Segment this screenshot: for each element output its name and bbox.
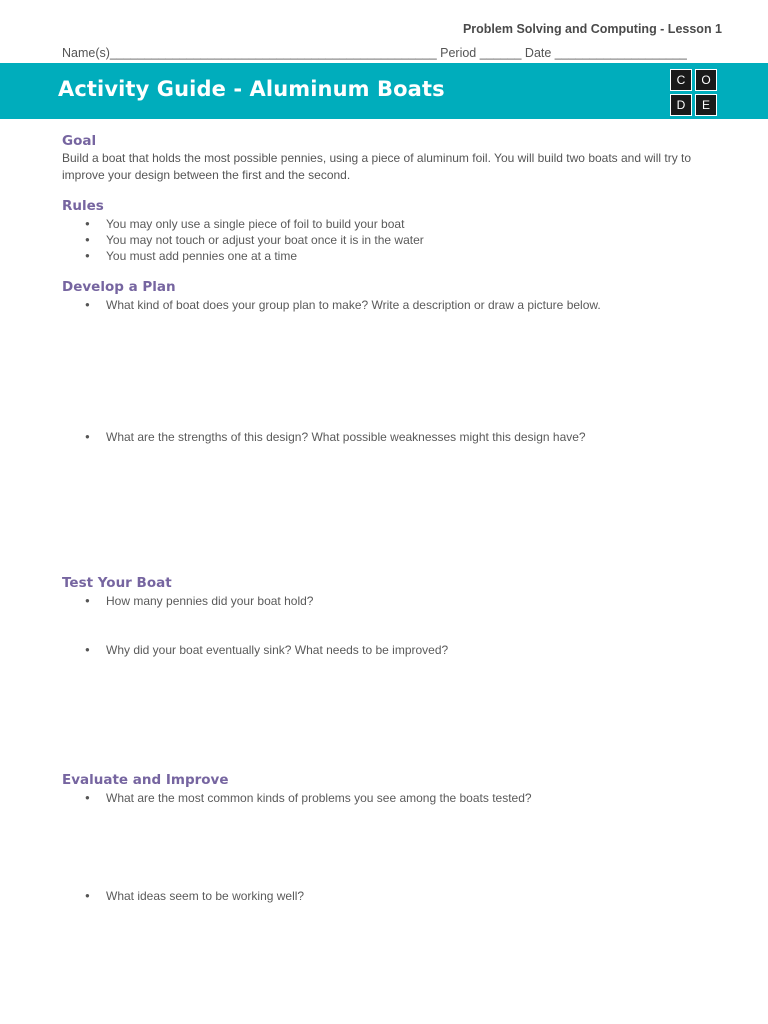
evaluate-question-1 [62, 790, 532, 806]
logo-letter: C [670, 69, 692, 91]
question-item: ● How many pennies did your boat hold? [62, 593, 313, 609]
plan-question-2 [62, 429, 586, 445]
question-item: ● What ideas seem to be working well? [62, 888, 304, 904]
rules-heading: Rules [62, 198, 104, 214]
test-heading: Test Your Boat [62, 575, 172, 591]
logo-letter: D [670, 94, 692, 116]
question-item: ● What are the strengths of this design? What possible weaknesses might this design have? [62, 429, 586, 445]
rule-item: ● You may not touch or adjust your boat once it is in the water [62, 232, 424, 248]
test-question-2 [62, 642, 448, 658]
test-question-1 [62, 593, 313, 609]
name-period-date-line: Name(s)_______________________________________________ Period ______ Date ___________________ [62, 46, 687, 60]
question-item: ● What kind of boat does your group plan to make? Write a description or draw a picture below. [62, 297, 601, 313]
question-item: ● Why did your boat eventually sink? What needs to be improved? [62, 642, 448, 658]
plan-heading: Develop a Plan [62, 279, 176, 295]
evaluate-question-2 [62, 888, 304, 904]
code-logo [670, 69, 717, 116]
page-title: Activity Guide - Aluminum Boats [58, 77, 445, 101]
logo-letter: E [695, 94, 717, 116]
goal-text: Build a boat that holds the most possible pennies, using a piece of aluminum foil. You will build two boats and will try to improve your design between the first and the second. [62, 151, 692, 182]
lesson-label: Problem Solving and Computing - Lesson 1 [462, 22, 722, 36]
rule-item: ● You must add pennies one at a time [62, 248, 424, 264]
title-banner [0, 63, 768, 119]
rule-item: ● You may only use a single piece of foil to build your boat [62, 216, 424, 232]
rules-list [62, 216, 424, 264]
goal-heading: Goal [62, 133, 97, 149]
evaluate-heading: Evaluate and Improve [62, 772, 229, 788]
question-item: ● What are the most common kinds of problems you see among the boats tested? [62, 790, 532, 806]
plan-question-1 [62, 297, 601, 313]
logo-letter: O [695, 69, 717, 91]
